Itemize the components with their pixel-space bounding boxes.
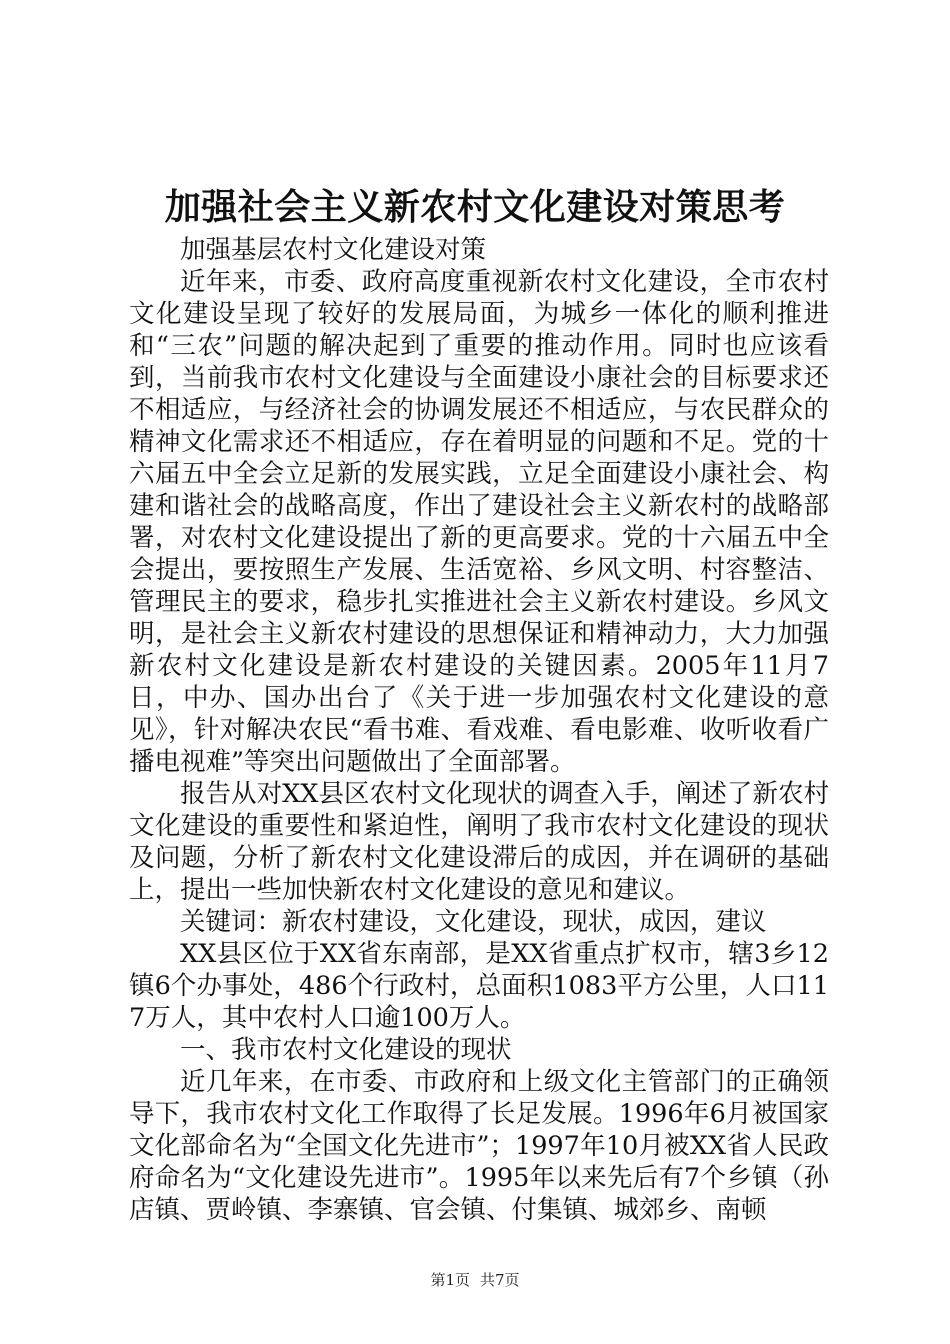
page-number: 第1页 bbox=[430, 1271, 470, 1289]
document-title: 加强社会主义新农村文化建设对策思考 bbox=[164, 186, 786, 228]
paragraph: 近几年来，在市委、市政府和上级文化主管部门的正确领导下，我市农村文化工作取得了长足发展。1996年6月被国家文化部命名为“全国文化先进市”；1997年10月被XX省人民政府命名为“文化建设先进市”。1995年以来先后有7个乡镇（孙店镇、贾岭镇、李寨镇、官会镇、付集镇、城郊乡、南顿 bbox=[129, 1067, 829, 1225]
paragraph: 报告从对XX县区农村文化现状的调查入手，阐述了新农村文化建设的重要性和紧迫性，阐明了我市农村文化建设的现状及问题，分析了新农村文化建设滞后的成因，并在调研的基础上，提出一些加快新农村文化建设的意见和建议。 bbox=[129, 779, 829, 905]
section-heading: 一、我市农村文化建设的现状 bbox=[180, 1035, 512, 1065]
page-footer bbox=[0, 1270, 950, 1290]
paragraph: XX县区位于XX省东南部，是XX省重点扩权市，辖3乡12镇6个办事处，486个行政村，总面积1083平方公里，人口117万人，其中农村人口逾100万人。 bbox=[129, 939, 829, 1033]
keywords-line: 关键词：新农村建设，文化建设，现状，成因，建议 bbox=[180, 907, 767, 937]
page-total: 共7页 bbox=[480, 1271, 520, 1289]
document-body bbox=[129, 234, 829, 1226]
paragraph: 近年来，市委、政府高度重视新农村文化建设，全市农村文化建设呈现了较好的发展局面，为城乡一体化的顺利推进和“三农”问题的解决起到了重要的推动作用。同时也应该看到，当前我市农村文化建设与全面建设小康社会的目标要求还不相适应，与经济社会的协调发展还不相适应，与农民群众的精神文化需求还不相适应，存在着明显的问题和不足。党的十六届五中全会立足新的发展实践，立足全面建设小康社会、构建和谐社会的战略高度，作出了建设社会主义新农村的战略部署，对农村文化建设提出了新的更高要求。党的十六届五中全会提出，要按照生产发展、生活宽裕、乡风文明、村容整洁、管理民主的要求，稳步扎实推进社会主义新农村建设。乡风文明，是社会主义新农村建设的思想保证和精神动力，大力加强新农村文化建设是新农村建设的关键因素。2005年11月7日，中办、国办出台了《关于进一步加强农村文化建设的意见》，针对解决农民“看书难、看戏难、看电影难、收听收看广播电视难”等突出问题做出了全面部署。 bbox=[129, 267, 829, 777]
section-heading: 加强基层农村文化建设对策 bbox=[180, 235, 487, 265]
